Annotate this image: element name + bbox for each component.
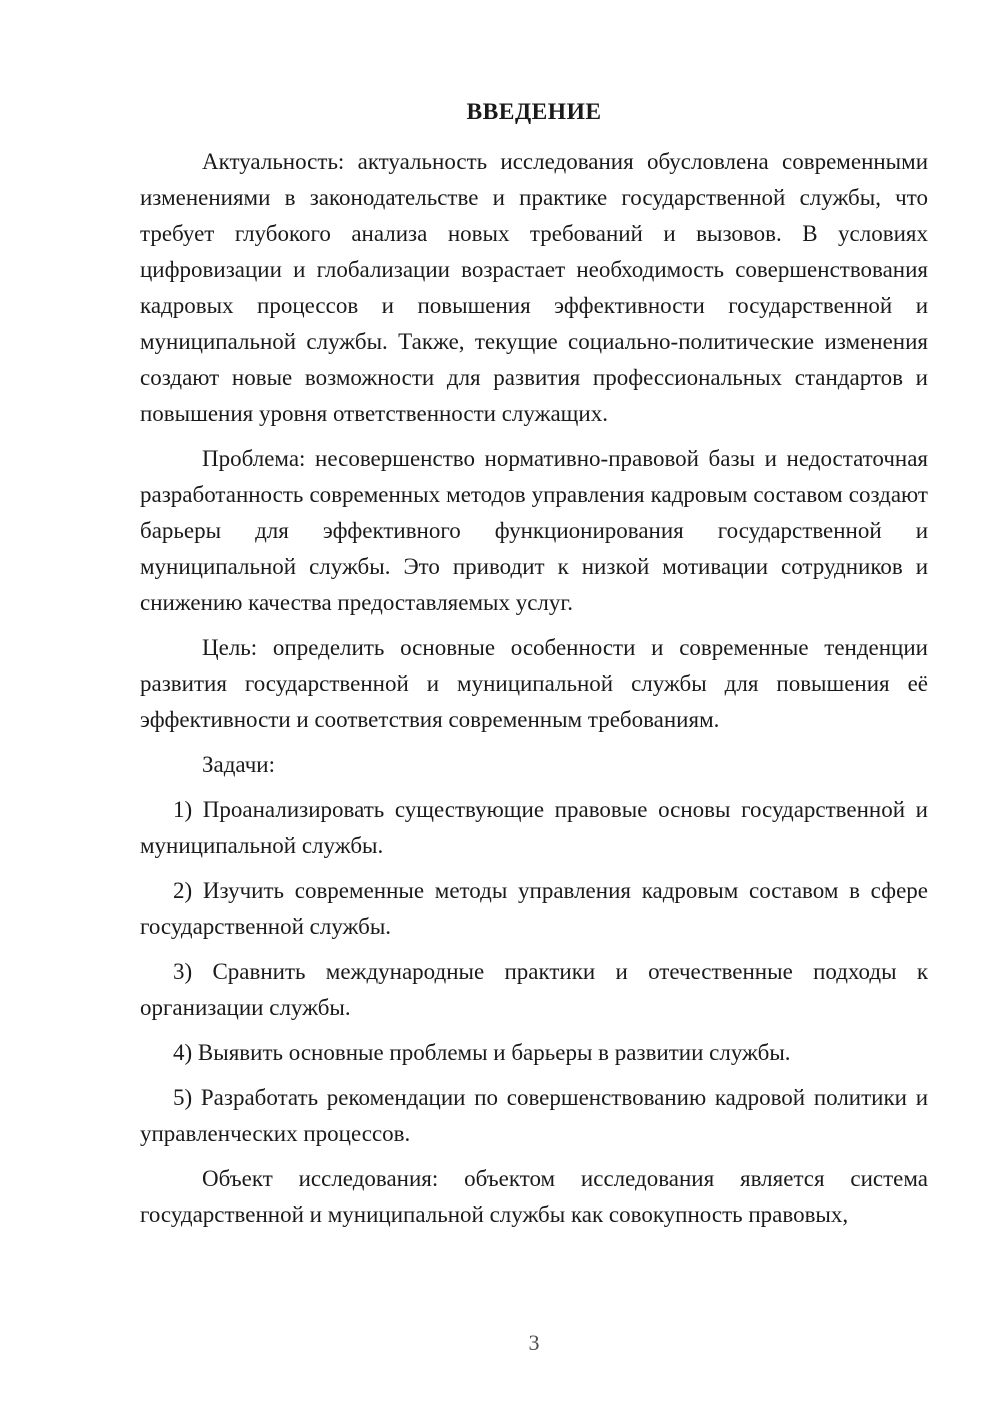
paragraph-problem: Проблема: несовершенство нормативно-правовой базы и недостаточная разработанность современных методов управления кадровым составом создают барьеры для эффективного функционирования государственной и муниципальной службы. Это приводит к низкой мотивации сотрудников и снижению качества предоставляемых услуг. xyxy=(140,446,928,615)
paragraph-research-object: Объект исследования: объектом исследования является система государственной и муниципальной службы как совокупность правовых, xyxy=(140,1166,928,1227)
list-item-task-1: 1) Проанализировать существующие правовые основы государственной и муниципальной службы. xyxy=(140,797,928,858)
list-item-task-5: 5) Разработать рекомендации по совершенствованию кадровой политики и управленческих процессов. xyxy=(140,1085,928,1146)
list-item-task-3: 3) Сравнить международные практики и отечественные подходы к организации службы. xyxy=(140,959,928,1020)
page-title: ВВЕДЕНИЕ xyxy=(466,99,602,125)
paragraph-tasks-heading: Задачи: xyxy=(202,752,275,777)
list-item-task-4: 4) Выявить основные проблемы и барьеры в развитии службы. xyxy=(173,1040,791,1065)
paragraph-goal: Цель: определить основные особенности и современные тенденции развития государственной и муниципальной службы для повышения её эффективности и соответствия современным требованиям. xyxy=(140,635,928,732)
list-item-task-2: 2) Изучить современные методы управления кадровым составом в сфере государственной службы. xyxy=(140,878,928,939)
page-number: 3 xyxy=(528,1330,540,1355)
paragraph-relevance: Актуальность: актуальность исследования обусловлена современными изменениями в законодательстве и практике государственной службы, что требует глубокого анализа новых требований и вызовов. В условиях цифровизации и глобализации возрастает необходимость совершенствования кадровых процессов и повышения эффективности государственной и муниципальной службы. Также, текущие социально-политические изменения создают новые возможности для развития профессиональных стандартов и повышения уровня ответственности служащих. xyxy=(140,149,928,426)
